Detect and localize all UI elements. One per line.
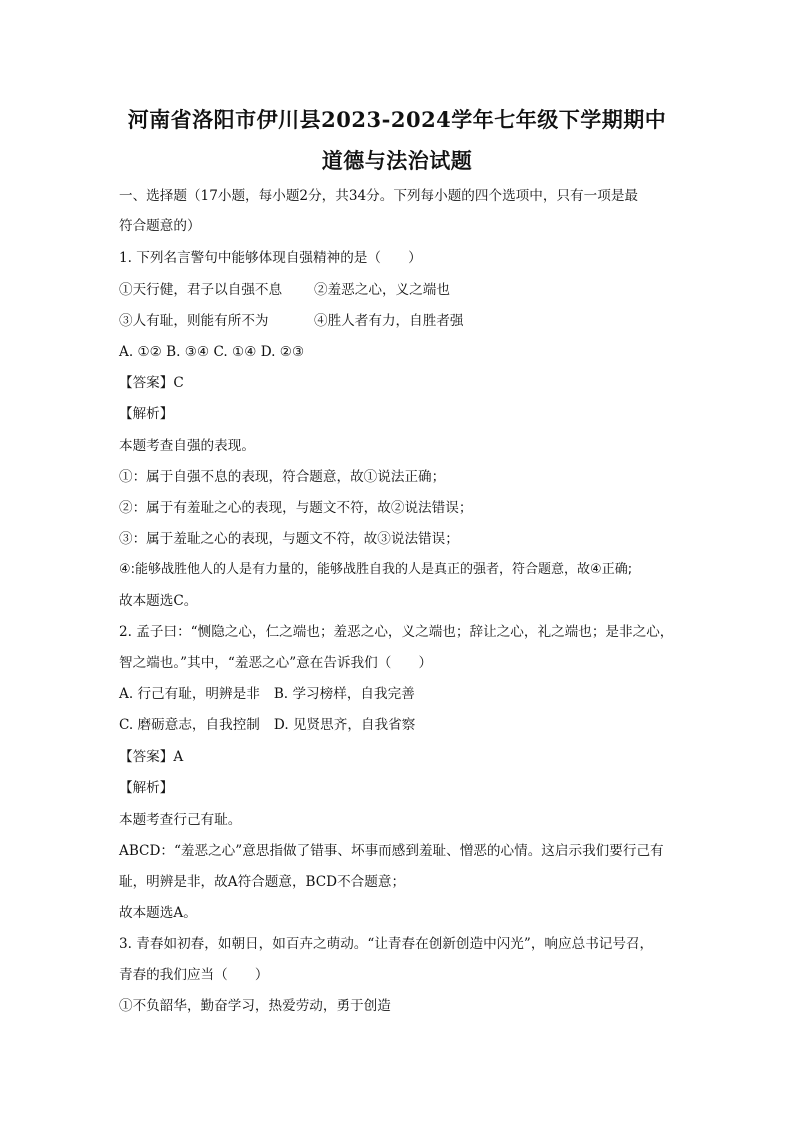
- q1-analysis-3: ②：属于有羞耻之心的表现，与题文不符，故②说法错误；: [119, 500, 473, 516]
- q2-option-b: B. 学习榜样，自我完善: [273, 686, 415, 702]
- q1-analysis-2: ①：属于自强不息的表现，符合题意，故①说法正确；: [119, 469, 446, 485]
- q1-statement-2: ②羞恶之心，义之端也: [314, 282, 450, 298]
- q1-analysis-1: 本题考查自强的表现。: [119, 438, 255, 454]
- q3-stem-cont: 青春的我们应当（ ）: [119, 967, 269, 983]
- q1-analysis-5: ④:能够战胜他人的人是有力量的，能够战胜自我的人是真正的强者，符合题意，故④正确;: [119, 562, 633, 577]
- q2-option-a: A. 行己有耻，明辨是非: [119, 686, 260, 702]
- q2-analysis-label: 【解析】: [119, 780, 174, 796]
- document-title-line1: 河南省洛阳市伊川县2023-2024学年七年级下学期期中: [127, 107, 667, 132]
- q1-choices: A. ①② B. ③④ C. ①④ D. ②③: [119, 344, 305, 360]
- q2-analysis-1: 本题考查行己有耻。: [119, 812, 242, 828]
- q1-analysis-6: 故本题选C。: [119, 593, 198, 609]
- section-heading-cont: 符合题意的）: [119, 218, 201, 234]
- q2-stem-cont: 智之端也。”其中，“羞恶之心”意在告诉我们（ ）: [119, 655, 433, 671]
- q1-statement-4: ④胜人者有力，自胜者强: [314, 313, 464, 329]
- q2-analysis-2: ABCD：“羞恶之心”意思指做了错事、坏事而感到羞耻、憎恶的心情。这启示我们要行己有: [119, 843, 664, 859]
- q1-statement-3: ③人有耻，则能有所不为: [119, 313, 269, 329]
- q2-options-row2: [119, 715, 415, 735]
- q1-statement-1: ①天行健，君子以自强不息: [119, 282, 283, 298]
- q1-analysis-label: 【解析】: [119, 406, 174, 422]
- q3-statement-1: ①不负韶华，勤奋学习，热爱劳动，勇于创造: [119, 998, 391, 1014]
- q2-analysis-4: 故本题选A。: [119, 905, 197, 921]
- section-heading: 一、选择题（17小题，每小题2分，共34分。下列每小题的四个选项中，只有一项是最: [119, 188, 639, 204]
- document-title-line2: 道德与法治试题: [321, 148, 473, 173]
- q1-stem: 1. 下列名言警句中能够体现自强精神的是（ ）: [119, 250, 422, 266]
- q1-options-row1: [119, 280, 450, 300]
- q2-stem: 2. 孟子曰：“恻隐之心，仁之端也；羞恶之心，义之端也；辞让之心，礼之端也；是非之心，: [119, 624, 674, 640]
- q2-options-row1: [119, 684, 415, 704]
- q2-answer: 【答案】A: [119, 749, 184, 765]
- q2-analysis-3: 耻，明辨是非，故A符合题意，BCD不合题意；: [119, 874, 406, 890]
- q1-options-row2: [119, 311, 464, 331]
- q1-analysis-4: ③：属于羞耻之心的表现，与题文不符，故③说法错误；: [119, 531, 459, 547]
- q2-option-d: D. 见贤思齐，自我省察: [273, 717, 416, 733]
- q2-option-c: C. 磨砺意志，自我控制: [119, 717, 260, 733]
- q1-answer: 【答案】C: [119, 375, 184, 391]
- q3-stem: 3. 青春如初春，如朝日，如百卉之萌动。“让青春在创新创造中闪光”，响应总书记号召，: [119, 936, 654, 952]
